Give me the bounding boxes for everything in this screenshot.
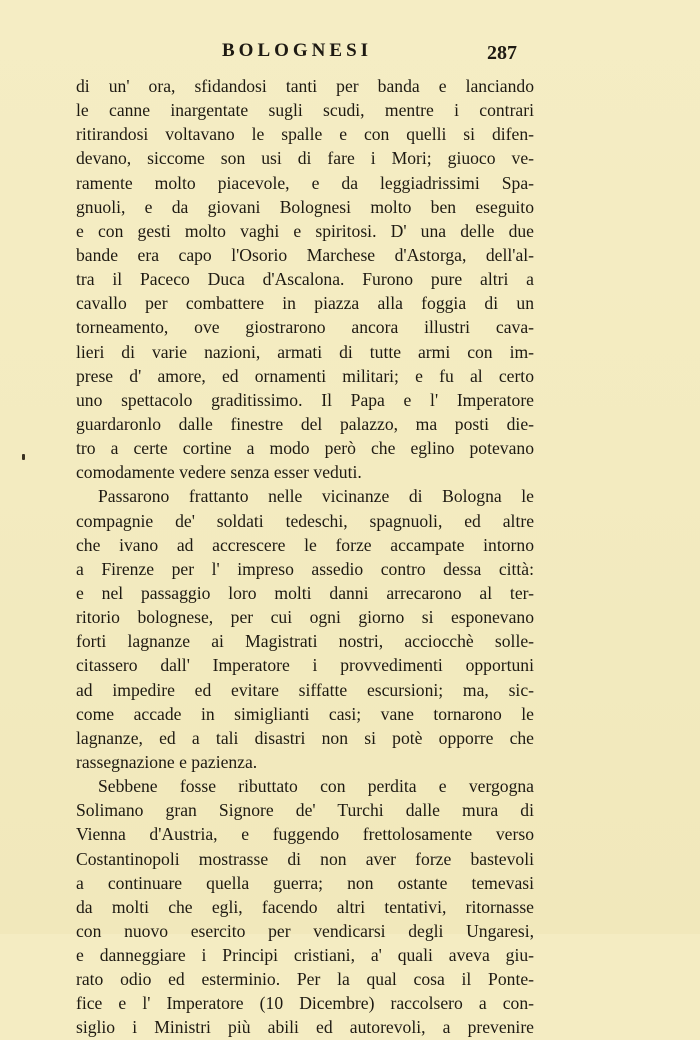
text-line: lieri di varie nazioni, armati di tutte armi con im- (76, 341, 534, 362)
text-line: che ivano ad accrescere le forze accampate intorno (76, 534, 534, 555)
text-line: di un' ora, sfidandosi tanti per banda e lanciando (76, 76, 534, 96)
text-line: tra il Paceco Duca d'Ascalona. Furono pure altri a (76, 269, 534, 290)
text-line: con nuovo esercito per vendicarsi degli Ungaresi, (76, 920, 534, 941)
text-line: e con gesti molto vaghi e spiritosi. D' una delle due (76, 220, 534, 241)
text-line: a continuare quella guerra; non ostante temevasi (76, 872, 534, 893)
text-line: ritorio bolognese, per cui ogni giorno si esponevano (76, 607, 534, 628)
text-line: citassero dall' Imperatore i provvedimenti opportuni (76, 655, 534, 676)
text-line: forti lagnanze ai Magistrati nostri, acciocchè solle- (76, 631, 534, 652)
text-line: a Firenze per l' impreso assedio contro dessa città: (76, 558, 534, 579)
page-number: 287 (487, 42, 517, 64)
running-head (0, 40, 700, 70)
text-line: ritirandosi voltavano le spalle e con quelli si difen- (76, 124, 534, 145)
text-line: Costantinopoli mostrasse di non aver forze bastevoli (76, 848, 534, 869)
paragraph-end-line: rassegnazione e pazienza. (76, 751, 258, 772)
text-line: le canne inargentate sugli scudi, mentre i contrari (76, 100, 534, 121)
text-line: devano, siccome son usi di fare i Mori; giuoco ve- (76, 148, 534, 169)
text-line: torneamento, ove giostrarono ancora illustri cava- (76, 317, 534, 338)
body-text (76, 74, 534, 1040)
text-line: compagnie de' soldati tedeschi, spagnuoli, ed altre (76, 510, 534, 531)
text-line: fice e l' Imperatore (10 Dicembre) raccolsero a con- (76, 993, 534, 1014)
text-line: come accade in simiglianti casi; vane tornarono le (76, 703, 534, 724)
text-line: guardaronlo dalle finestre del palazzo, ma posti die- (76, 413, 534, 434)
text-line: gnuoli, e da giovani Bolognesi molto ben eseguito (76, 196, 534, 217)
text-line: tro a certe cortine a modo però che eglino potevano (76, 438, 534, 459)
paragraph-first-line: Sebbene fosse ributtato con perdita e vergogna (98, 776, 534, 797)
paragraph-end-line: comodamente vedere senza esser veduti. (76, 462, 362, 483)
paragraph-first-line: Passarono frattanto nelle vicinanze di Bologna le (98, 486, 534, 507)
text-line: rato odio ed esterminio. Per la qual cosa il Ponte- (76, 969, 534, 990)
text-line: lagnanze, ed a tali disastri non si potè opporre che (76, 727, 534, 748)
running-title: BOLOGNESI (222, 40, 373, 61)
text-line: e danneggiare i Principi cristiani, a' quali aveva giu- (76, 945, 534, 966)
text-line: siglio i Ministri più abili ed autorevoli, a prevenire (76, 1017, 534, 1038)
text-line: cavallo per combattere in piazza alla foggia di un (76, 293, 534, 314)
text-line: ad impedire ed evitare siffatte escursioni; ma, sic- (76, 679, 534, 700)
text-line: bande era capo l'Osorio Marchese d'Astorga, dell'al- (76, 244, 534, 265)
text-line: Vienna d'Austria, e fuggendo frettolosamente verso (76, 824, 534, 845)
text-line: Solimano gran Signore de' Turchi dalle mura di (76, 800, 534, 821)
text-line: e nel passaggio loro molti danni arrecarono al ter- (76, 582, 534, 603)
text-line: uno spettacolo graditissimo. Il Papa e l' Imperatore (76, 389, 534, 410)
text-line: ramente molto piacevole, e da leggiadrissimi Spa- (76, 172, 534, 193)
margin-ink-mark (22, 454, 25, 460)
text-line: prese d' amore, ed ornamenti militari; e fu al certo (76, 365, 534, 386)
text-line: da molti che egli, facendo altri tentativi, ritornasse (76, 896, 534, 917)
